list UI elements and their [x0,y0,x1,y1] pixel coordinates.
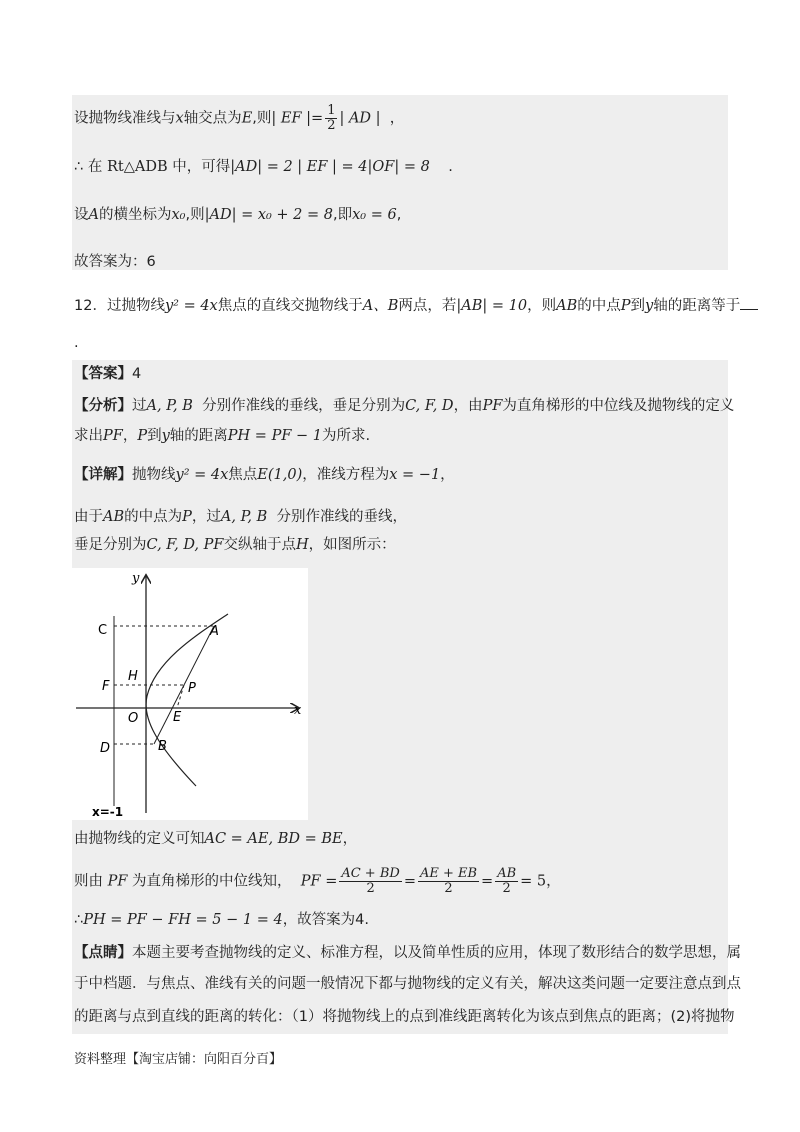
comment-line-1 [74,943,741,963]
text: 焦点的直线交抛物线于 [217,298,363,314]
label-D: D [100,741,111,756]
text: 轴的距离 [169,428,228,444]
math: y² = 4x [164,298,218,314]
question-12-end [74,333,79,353]
math: P [182,509,192,525]
page-footer: 资料整理【淘宝店铺：向阳百分百】 [74,1052,283,1067]
text: , [396,207,402,223]
text: 轴交点为 [183,110,242,127]
answer-value: 4 [132,366,142,382]
math: C, F, D, PF [146,537,224,553]
math: C, F, D [405,398,454,414]
text: 的横坐标为 [98,207,172,223]
math: A、B [362,298,399,314]
after-line-3 [74,910,369,930]
math: x [175,110,184,127]
text: 为所求. [321,428,371,444]
after-line-2: 则由 PF 为直角梯形的中位线知， PF = $\frac{AC + BD}{2}$ = $\frac{AE + EB}{2}$ = $\frac{AB}{2}$ = 5， [74,866,561,896]
math: x₀ = 6 [352,207,397,223]
detail-line-1 [74,465,455,485]
text: 则由 [74,873,103,890]
text: ，由 [453,398,483,414]
text: 到 [147,428,162,444]
denominator: 2 [327,118,336,133]
math: P [620,298,631,314]
math: PF [103,428,123,444]
math: x = −1 [389,467,441,483]
comment-label: 【点睛】 [74,945,132,961]
text: 设抛物线准线与 [74,110,176,127]
parabola-diagram [72,568,308,820]
text: 为直角梯形的中位线及抛物线的定义 [502,398,735,414]
text: 求出 [74,428,103,444]
text: ，过 [191,509,221,525]
text: ，准线方程为 [302,467,390,483]
text: . [448,159,453,175]
text: 的距离与点到直线的距离的转化：（1）将抛物线上的点到准线距离转化为该点到焦点的距离；(2)将抛物 [74,1009,735,1025]
comment-line-2 [74,974,741,994]
text: ， [122,428,138,444]
answer-line [74,364,141,384]
label-O: O [128,711,139,726]
text: 故答案为：6 [74,254,156,270]
text: 在 [87,159,103,175]
detail-line-2 [74,507,407,527]
numerator: AC + BD [341,866,400,881]
text: 本题主要考查抛物线的定义、标准方程，以及简单性质的应用，体现了数形结合的数学思想，属 [132,945,741,961]
text: ,则 [252,110,272,127]
math: PH = PF − FH = 5 − 1 = 4 [83,912,283,928]
math: y² = 4x [175,467,229,483]
label-B: B [158,739,167,754]
text: ,则 [185,207,205,223]
label-y: y [132,571,140,586]
prev-line-1 [74,104,404,133]
therefore-symbol: ∴ [74,912,84,928]
text: 由于 [74,509,103,525]
numerator: 1 [327,103,336,118]
answer-blank [740,309,758,310]
text: ，故答案为4. [282,912,370,928]
text: ，如图所示： [308,537,396,553]
label-F: F [102,679,110,694]
fraction-2 [418,867,479,896]
parabola-figure [72,568,308,820]
parabola-curve [146,614,228,786]
fraction-1 [339,867,401,896]
fraction-half [325,104,337,133]
math: PH = PF − 1 [227,428,322,444]
math: AC = AE, BD = BE [204,831,343,847]
math: PF [482,398,503,414]
text: ， [389,110,405,127]
comment-line-3 [74,1007,735,1027]
math: PF [107,873,128,890]
math: | EF |= [271,110,324,127]
math: = 5 [520,873,547,890]
math: |AD| = 2 | EF | = 4|OF| = 8 [230,159,430,175]
math: E [241,110,253,127]
analysis-label: 【分析】 [74,398,132,414]
label-A: A [210,624,219,639]
label-directrix: x=-1 [92,805,124,819]
analysis-line-2 [74,426,370,446]
math: E(1,0) [257,467,303,483]
denominator: 2 [502,881,511,896]
therefore-symbol: ∴ [74,159,84,175]
math: A [88,207,99,223]
label-H: H [128,669,138,684]
text: 分别作准线的垂线，垂足分别为 [202,398,406,414]
math: y [161,428,170,444]
math: A, P, B [146,398,193,414]
math: AB [103,509,125,525]
text: 的中点 [577,298,621,314]
label-P: P [188,681,196,696]
math: PF = [300,873,338,890]
text: 抛物线 [132,467,176,483]
text: 12．过抛物线 [74,298,165,314]
text: ,即 [333,207,353,223]
math: | AD | [339,110,381,127]
after-line-1 [74,829,357,849]
math: |AB| = 10 [456,298,528,314]
text: 垂足分别为 [74,537,147,553]
text: 交纵轴于点 [223,537,296,553]
text: 设 [74,207,89,223]
analysis-line-1 [74,396,734,416]
text: ，则 [527,298,557,314]
answer-label: 【答案】 [74,366,132,382]
fraction-3 [495,867,518,896]
text: 轴的距离等于 [653,298,741,314]
text: ， [440,467,455,483]
text: 为直角梯形的中位线知， [132,873,292,890]
prev-line-3 [74,205,401,225]
label-C: C [98,623,108,638]
denominator: 2 [444,881,453,896]
text: 两点，若 [398,298,457,314]
text: 焦点 [228,467,258,483]
text: 分别作准线的垂线， [276,509,408,525]
math: H [295,537,309,553]
text: ， [342,831,358,847]
math: AB [556,298,578,314]
text: 中，可得 [172,159,231,175]
math: Rt△ADB [106,159,168,175]
math: A, P, B [220,509,268,525]
detail-line-3 [74,535,396,555]
text: . [74,335,79,351]
math: y [645,298,654,314]
label-E: E [173,710,182,725]
text: 于中档题．与焦点、准线有关的问题一般情况下都与抛物线的定义有关，解决这类问题一定要注意点到点 [74,976,741,992]
text: 过 [132,398,147,414]
label-x: x [294,703,302,718]
numerator: AE + EB [419,866,478,881]
math: x₀ [171,207,186,223]
text: 的中点为 [124,509,183,525]
text: 到 [630,298,645,314]
numerator: AB [497,866,517,881]
denominator: 2 [366,881,375,896]
math: |AD| = x₀ + 2 = 8 [204,207,334,223]
prev-answer-line [74,252,156,272]
math: P [137,428,148,444]
prev-line-2 [74,157,453,177]
text: ， [546,873,561,890]
question-12 [74,296,758,316]
detail-label: 【详解】 [74,467,132,483]
text: 由抛物线的定义可知 [74,831,205,847]
